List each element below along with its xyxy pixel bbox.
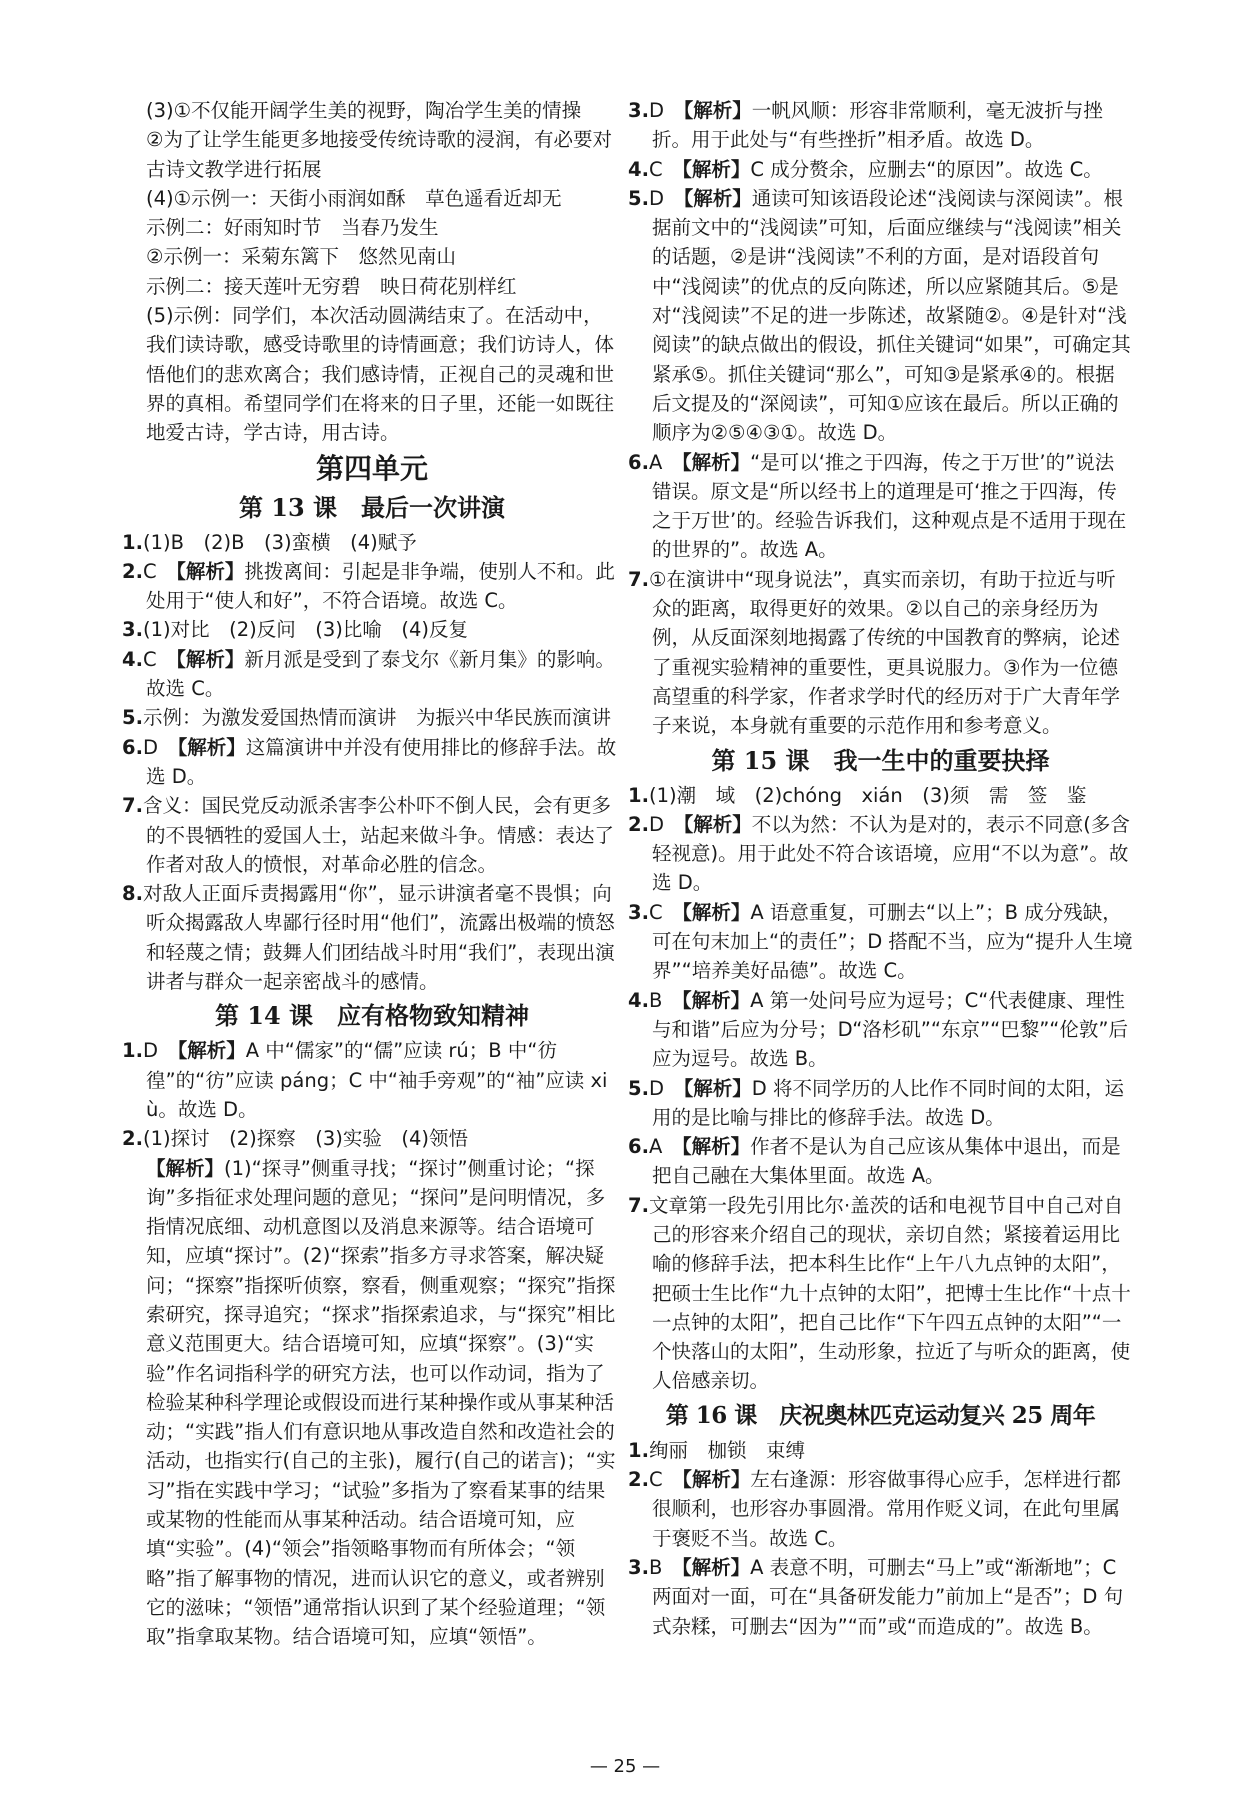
item-number: 5. (628, 186, 649, 210)
answer-item (122, 879, 622, 996)
item-text: (4)①示例一：天街小雨润如酥 草色遥看近却无 (146, 186, 562, 210)
item-text: 对敌人正面斥责揭露用“你”，显示讲演者毫不畏惧；向听众揭露敌人卑鄙行径时用“他们”，流露出极端的愤怒和轻蔑之情；鼓舞人们团结战斗时用“我们”，表现出演讲者与群众一起亲密战斗的感情。 (142, 882, 615, 994)
item-number: 6. (122, 735, 143, 759)
answer-continuation (122, 96, 622, 125)
item-number: 3. (628, 99, 649, 122)
analysis-tag: 【解析】 (146, 1156, 225, 1180)
lesson-heading: 第 15 课 我一生中的重要抉择 (711, 745, 1050, 775)
answer-item (122, 615, 622, 644)
item-text: (3)①不仅能开阔学生美的视野，陶冶学生美的情操 (146, 99, 582, 122)
item-text: 作者不是认为自己应该从集体中退出，而是把自己融在大集体里面。故选 A。 (652, 1135, 1121, 1188)
analysis-tag: 【解析】 (683, 812, 752, 836)
answer-choice: C (648, 157, 683, 181)
item-text: 左右逢源：形容做事得心应手，怎样进行都很顺利，也形容办事圆滑。常用作贬义词，在此句里属于褒贬不当。故选 C。 (652, 1468, 1121, 1550)
unit-heading: 第四单元 (315, 451, 428, 485)
item-text: 挑拨离间：引起是非争端，使别人不和。此处用于“使人和好”，不符合语境。故选 C。 (146, 559, 615, 613)
answer-choice: B (648, 988, 682, 1012)
answer-choice: C (142, 647, 177, 671)
analysis-tag: 【解析】 (683, 99, 752, 122)
answer-item (122, 645, 622, 704)
answer-choice: C (648, 900, 683, 924)
item-number: 3. (122, 618, 143, 642)
left-column (122, 96, 622, 1652)
answer-item (628, 448, 1133, 565)
answer-item (628, 1553, 1133, 1641)
answer-item (122, 703, 622, 732)
analysis-tag: 【解析】 (177, 1039, 246, 1063)
answer-continuation (122, 125, 622, 184)
item-text: 含义：国民党反动派杀害李公朴吓不倒人民，会有更多的不畏牺牲的爱国人士，站起来做斗争。情感：表达了作者对敌人的愤恨，对革命必胜的信念。 (142, 794, 615, 876)
item-number: 6. (628, 450, 649, 474)
item-text: (1)对比 (2)反问 (3)比喻 (4)反复 (142, 618, 468, 642)
answer-item (628, 565, 1133, 741)
lesson-heading: 第 16 课 庆祝奥林匹克运动复兴 25 周年 (665, 1401, 1096, 1429)
analysis-tag: 【解析】 (681, 988, 751, 1012)
answer-item (628, 1074, 1133, 1133)
item-number: 8. (122, 882, 143, 906)
analysis-tag: 【解析】 (176, 647, 245, 671)
item-number: 5. (122, 706, 143, 730)
analysis-tag: 【解析】 (683, 186, 752, 210)
answer-choice: B (648, 1555, 682, 1579)
item-text: 一帆风顺：形容非常顺利，毫无波折与挫折。用于此处与“有些挫折”相矛盾。故选 D。 (652, 99, 1103, 152)
answer-item (628, 986, 1133, 1074)
item-text: 示例二：接天莲叶无穷碧 映日荷花别样红 (146, 274, 517, 298)
answer-choice: A (648, 450, 682, 474)
item-number: 3. (628, 1555, 649, 1579)
answer-item (628, 155, 1133, 184)
analysis-tag: 【解析】 (683, 1076, 752, 1100)
item-text: (1)探讨 (2)探察 (3)实验 (4)领悟 (142, 1127, 468, 1151)
item-text: 示例二：好雨知时节 当春乃发生 (146, 216, 439, 240)
item-number: 1. (122, 530, 143, 554)
item-text: 通读可知该语段论述“浅阅读与深阅读”。根据前文中的“浅阅读”可知，后面应继续与“浅阅读”相关的话题，②是讲“浅阅读”不利的方面，是对语段首句中“浅阅读”的优点的反向陈述，所以应紧随其后。⑤是对“浅阅读”不足的进一步陈述，故紧随②。④是针对“浅阅读”的缺点做出的假设，抓住关键词“如果”，可确定其紧承⑤。抓住关键词“那么”，可知③是紧承④的。根据后文提及的“深阅读”，可知①应该在最后。所以正确的顺序为②⑤④③①。故选 D。 (652, 186, 1131, 445)
answer-continuation (122, 242, 622, 271)
answer-continuation (122, 213, 622, 242)
analysis-tag: 【解析】 (682, 900, 751, 924)
item-number: 5. (628, 1076, 649, 1100)
answer-item (122, 733, 622, 792)
answer-continuation (122, 301, 622, 447)
item-text: 这篇演讲中并没有使用排比的修辞手法。故选 D。 (146, 735, 617, 788)
answer-continuation (122, 272, 622, 301)
item-number: 4. (628, 988, 649, 1012)
answer-item (122, 557, 622, 616)
item-text: 新月派是受到了泰戈尔《新月集》的影响。故选 C。 (146, 647, 615, 701)
answer-item (628, 810, 1133, 898)
item-number: 2. (628, 1468, 649, 1492)
answer-continuation (122, 1154, 622, 1652)
analysis-tag: 【解析】 (681, 450, 751, 474)
lesson-heading: 第 13 课 最后一次讲演 (238, 492, 506, 522)
lesson-heading: 第 14 课 应有格物致知精神 (214, 1001, 530, 1031)
analysis-tag: 【解析】 (177, 735, 246, 759)
item-number: 6. (628, 1135, 649, 1159)
item-text: A 语意重复，可删去“以上”；B 成分残缺，可在句末加上“的责任”；D 搭配不当，应为“提升人生境界”“培养美好品德”。故选 C。 (652, 900, 1133, 983)
analysis-tag: 【解析】 (681, 1135, 751, 1159)
answer-item (628, 184, 1133, 448)
analysis-tag: 【解析】 (682, 157, 751, 181)
answer-choice: C (142, 559, 177, 583)
answer-choice: D (648, 186, 684, 210)
answer-choice: C (648, 1468, 683, 1492)
item-text: ②示例一：采菊东篱下 悠然见南山 (146, 245, 456, 269)
item-text: (1)“探寻”侧重寻找；“探讨”侧重讨论；“探询”多指征求处理问题的意见；“探问”是问明情况，多指情况底细、动机意图以及消息来源等。结合语境可知，应填“探讨”。(2)“探索”指多方寻求答案，解决疑问；“探察”指探听侦察，察看，侧重观察；“探究”指探索研究，探寻追究；“探求”指探索追求，与“探究”相比意义范围更大。结合语境可知，应填“探察”。(3)“实验”作名词指科学的研究方法，也可以作动词，指为了检验某种科学理论或假设而进行某种操作或从事某种活动；“实践”指人们有意识地从事改造自然和改造社会的活动，也指实行(自己的主张)，履行(自己的诺言)；“实习”指在实践中学习；“试验”多指为了察看某事的结果或某物的性能而从事某种活动。结合语境可知，应填“实验”。(4)“领会”指领略事物而有所体会；“领略”指了解事物的情况，进而认识它的意义，或者辨别它的滋味；“领悟”通常指认识到了某个经验道理；“领取”指拿取某物。结合语境可知，应填“领悟”。 (146, 1156, 616, 1649)
answer-continuation (122, 184, 622, 213)
item-number: 4. (628, 157, 649, 181)
answer-item (122, 528, 622, 557)
item-number: 7. (122, 794, 143, 818)
item-text: (5)示例：同学们，本次活动圆满结束了。在活动中，我们读诗歌，感受诗歌里的诗情画意；我们访诗人，体悟他们的悲欢离合；我们感诗情，正视自己的灵魂和世界的真相。希望同学们在将来的日子里，还能一如既往地爱古诗，学古诗，用古诗。 (146, 304, 615, 445)
item-number: 7. (628, 1193, 649, 1217)
item-number: 1. (122, 1039, 143, 1063)
answer-item (628, 1436, 1133, 1465)
answer-item (628, 781, 1133, 810)
answer-item (122, 791, 622, 879)
item-text: (1)潮 域 (2)chóng xián (3)须 需 签 鉴 (648, 783, 1087, 807)
answer-choice: D (648, 1076, 684, 1100)
item-number: 3. (628, 900, 649, 924)
analysis-tag: 【解析】 (682, 1468, 751, 1492)
item-number: 7. (628, 567, 649, 591)
item-text: 文章第一段先引用比尔·盖茨的话和电视节目中自己对自己的形容来介绍自己的现状，亲切自然；紧接着运用比喻的修辞手法，把本科生比作“上午八九点钟的太阳”，把硕士生比作“九十点钟的太阳”，把博士生比作“十点十一点钟的太阳”，把自己比作“下午四五点钟的太阳”“一个快落山的太阳”，生动形象，拉近了与听众的距离，使人倍感亲切。 (648, 1193, 1131, 1393)
analysis-tag: 【解析】 (681, 1555, 751, 1579)
answer-item (122, 1124, 622, 1153)
page-number: — 25 — (589, 1756, 661, 1777)
answer-item (628, 898, 1133, 986)
answer-choice: D (142, 735, 178, 759)
item-text: 示例：为激发爱国热情而演讲 为振兴中华民族而演讲 (142, 706, 611, 730)
answer-item (628, 1191, 1133, 1396)
item-number: 2. (122, 1127, 143, 1151)
analysis-tag: 【解析】 (176, 559, 245, 583)
item-text: (1)B (2)B (3)蛮横 (4)赋予 (142, 530, 417, 554)
answer-choice: D (648, 812, 684, 836)
item-number: 2. (628, 812, 649, 836)
answer-item (122, 1036, 622, 1124)
item-number: 1. (628, 783, 649, 807)
answer-choice: D (648, 99, 684, 122)
item-text: “是可以‘推之于四海，传之于万世’的”说法错误。原文是“所以经书上的道理是可‘推之于四海，传之于万世’的。经验告诉我们，这种观点是不适用于现在的世界的”。故选 A。 (652, 450, 1127, 562)
item-number: 2. (122, 559, 143, 583)
item-text: A 表意不明，可删去“马上”或“渐渐地”；C 两面对一面，可在“具备研发能力”前加上“是否”；D 句式杂糅，可删去“因为”“而”或“而造成的”。故选 B。 (652, 1555, 1124, 1638)
item-text: 不以为然：不认为是对的，表示不同意(多含轻视意)。用于此处不符合该语境，应用“不以为意”。故选 D。 (652, 812, 1130, 895)
item-text: A 中“儒家”的“儒”应读 rú；B 中“彷徨”的“彷”应读 páng；C 中“袖手旁观”的“袖”应读 xiù。故选 D。 (146, 1039, 608, 1121)
item-number: 1. (628, 1438, 649, 1462)
answer-item (628, 1132, 1133, 1191)
item-text: D 将不同学历的人比作不同时间的太阳，运用的是比喻与排比的修辞手法。故选 D。 (652, 1076, 1124, 1129)
answer-item (628, 96, 1133, 155)
right-column (628, 96, 1133, 1641)
answer-choice: A (648, 1135, 682, 1159)
item-number: 4. (122, 647, 143, 671)
item-text: ①在演讲中“现身说法”，真实而亲切，有助于拉近与听众的距离，取得更好的效果。②以自己的亲身经历为例，从反面深刻地揭露了传统的中国教育的弊病，论述了重视实验精神的重要性，更具说服力。③作为一位德高望重的科学家，作者求学时代的经历对于广大青年学子来说，本身就有重要的示范作用和参考意义。 (648, 567, 1121, 738)
item-text: 绚丽 枷锁 束缚 (648, 1438, 805, 1462)
item-text: A 第一处问号应为逗号；C“代表健康、理性与和谐”后应为分号；D“洛杉矶”“东京”“巴黎”“伦敦”后应为逗号。故选 B。 (652, 988, 1129, 1071)
item-text: C 成分赘余，应删去“的原因”。故选 C。 (750, 157, 1103, 181)
answer-item (628, 1465, 1133, 1553)
answer-choice: D (142, 1039, 178, 1063)
item-text: ②为了让学生能更多地接受传统诗歌的浸润，有必要对古诗文教学进行拓展 (146, 128, 612, 181)
